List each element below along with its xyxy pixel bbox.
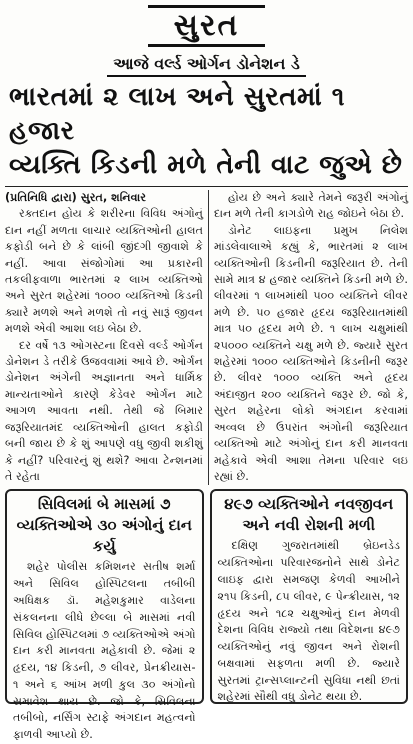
box-body: દક્ષિણ ગુજરાતમાંથી બ્રેઇનડેડ વ્યક્તિઓના પરિવારજનોને સાથે ડોનેટ લાઇફ દ્વારા સમજણ કેળવી આખીને ૨૧૫ કિડની, ૮૫ લીવર, ૯ પેન્ક્રીયાસ, ૧૨ હૃદય અને ૧૮૨ ચક્ષુઓનું દાન મેળવી દેશના વિવિધ રાજ્યો તથા વિદેશના ૪૯૭ વ્યક્તિઓનું નવું જીવન અને રોશની બક્ષવામાં સફળતા મળી છે. જ્યારે સુરતમાં ટ્રાન્સપ્લાન્ટની સુવિધા નથી છતાં શહેરમાં સૌથી વધુ ડોનેટ થયા છે. [217, 539, 400, 704]
box-title [13, 494, 196, 557]
article-paragraph: દર વર્ષે ૧૩ ઓગસ્ટના દિવસે વર્લ્ડ ઓર્ગન ડોનેશન ડે તરીકે ઉજવવામાં આવે છે. ઓર્ગન ડોનેશન અંગેની અજ્ઞાનતા અને ધાર્મિક માન્યતાઓને કારણે કેડેવર ઓર્ગન માટે આગળ આવતા નથી. તેથી જે બિમાર જરૂરિયાતમંદ વ્યક્તિઓની હાલત કફોડી બની જાય છે કે શું આપણે વધુ જીવી શકીશું કે નહીં? પરિવારનું શું થશે? આવા ટેન્શનમાં તે રહેતા [5, 338, 203, 483]
article-headline [5, 80, 408, 182]
civil-hospital-box [5, 489, 204, 742]
headline-line-2: વ્યક્તિ કિડની મળે તેની વાટ જુએ છે [9, 150, 403, 180]
byline: (પ્રતિનિધિ દ્વારા) સુરત, શનિવાર [5, 191, 147, 204]
donate-life-box [210, 489, 409, 704]
sidebar-boxes [5, 485, 408, 742]
article-body [5, 190, 408, 485]
article-paragraph: રક્તદાન હોય કે શરીરના વિવિધ અંગોનું દાન નહીં મળતા લાચાર વ્યક્તિઓની હાલત કફોડી બને છે કે લાંબી જીંદગી જીવાશે કે નહીં. આવા સંજોગોમાં આ પ્રકારની તકલીફવાળા ભારતમાં ૨ લાખ વ્યક્તિઓ અને સુરત શહેરમાં ૧૦૦૦ વ્યક્તિઓ કિડની ક્યારે મળશે અને મળશે તો નવું સારૂં જીવન મળશે એવી આશા લઇ બેઠા છે. [5, 207, 203, 336]
kicker-text: આજે વર્લ્ડ ઓર્ગન ડોનેશન ડે [107, 54, 306, 77]
box-title-line-2: વ્યક્તિઓએ ૩૦ અંગોનું દાન કર્યુ [16, 516, 192, 556]
masthead-title: સુરત [148, 5, 266, 47]
masthead [5, 4, 408, 48]
box-body: શહેર પોલીસ કમિશનર સતીષ શર્મા અને સિવિલ હોસ્પિટલના તબીબી અધિક્ષક ડૉ. મહેશકુમાર વાડેલના સંકલનના લીધે છેલ્લા બે માસમાં નવી સિવિલ હોસ્પિટલમાં ૭ વ્યક્તિઓએ અંગો દાન કરી માનવતા મહેકાવી છે. જેમાં ૨ હૃદય, ૧૪ કિડની, ૭ લીવર, પ્રેનક્રીયાસ- ૧ અને ૬ આંખ મળી કુલ ૩૦ અંગોનો સમાવેશ થાય છે. જો કે, સિવિલના તબીબો, નર્સિંગ સ્ટાફે અંગદાન મહત્વનો ફાળવી આપ્યો છે. [13, 560, 196, 742]
article-column-left [5, 190, 209, 485]
box-title-line-2: અને નવી રોશની મળી [242, 516, 376, 535]
box-title [218, 494, 401, 536]
box-title-line-1: ૪૯૭ વ્યક્તિઓને નવજીવન [224, 495, 394, 514]
box-title-line-1: સિવિલમાં બે માસમાં ૭ [37, 495, 171, 514]
article-paragraph: ડોનેટ લાઇફના પ્રમુખ નિલેશ માંડલેવાલાએ કહ્યું કે, ભારતમાં ૨ લાખ વ્યક્તિઓની કિડનીની જરૂરિયાત છે. તેની સામે માત્ર ૪ હજાર વ્યક્તિને કિડની મળે છે. લીવરમાં ૧ લાખમાંથી ૫૦૦ વ્યક્તિને લીવર મળે છે. ૫૦ હજાર હૃદય જરૂરિયાતમાંથી માત્ર ૫૦ હૃદય મળે છે. ૧ લાખ ચક્ષુમાંથી ૨૫૦૦૦ વ્યક્તિને ચક્ષુ મળે છે. જ્યારે સુરત શહેરમાં ૧૦૦૦ વ્યક્તિઓને કિડનીની જરૂર છે. લીવર ૧૦૦૦ વ્યક્તિ અને હૃદય અંદાજીત ૨૦૦ વ્યક્તિને જરૂર છે. જો કે, સુરત શહેરના લોકો અંગદાન કરવામાં અવ્વલ છે ઉપરાંત અંગોની જરૂરિયાત વ્યક્તિઓ માટે અંગોનું દાન કરી માનવતા મહેકાવે એવી આશા તેમના પરિવાર લઇ રહ્યાં છે. [214, 223, 408, 483]
headline-line-1: ભારતમાં ૨ લાખ અને સુરતમાં ૧ હજાર [9, 82, 346, 146]
headline-rule [5, 186, 408, 187]
article-paragraph: હોય છે અને ક્યારે તેમને જરૂરી અંગોનું દાન મળે તેની કાગડોળે રાહ જોઇને બેઠા છે. [214, 191, 408, 221]
article-column-right [209, 190, 408, 485]
article-kicker [5, 54, 408, 74]
